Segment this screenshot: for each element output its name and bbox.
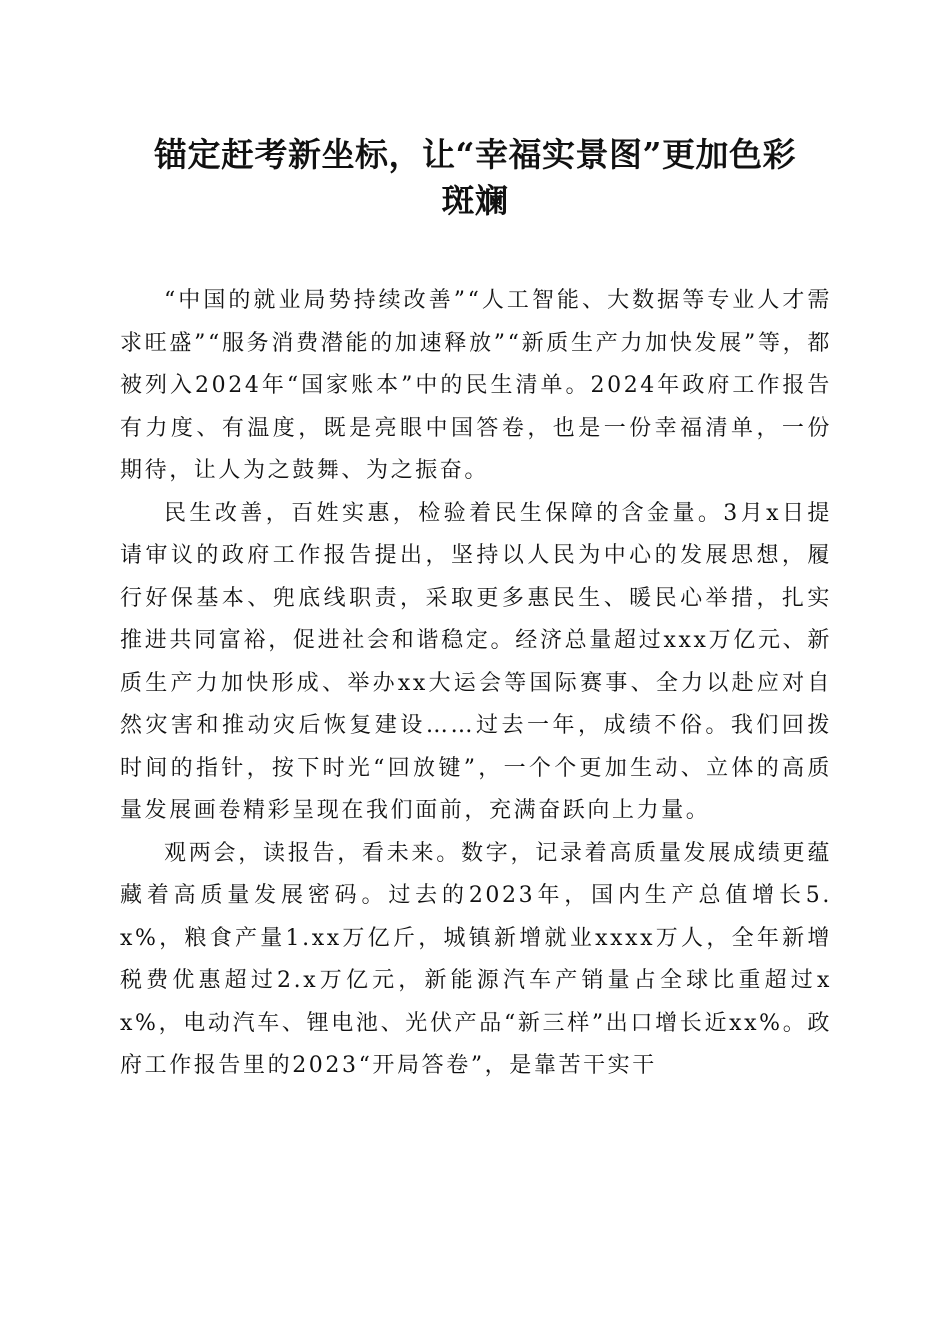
paragraph-2: 民生改善，百姓实惠，检验着民生保障的含金量。3月x日提请审议的政府工作报告提出，坚持以人民为中心的发展思想，履行好保基本、兜底线职责，采取更多惠民生、暖民心举措，扎实推进共同富裕，促进社会和谐稳定。经济总量超过xxx万亿元、新质生产力加快形成、举办xx大运会等国际赛事、全力以赴应对自然灾害和推动灾后恢复建设……过去一年，成绩不俗。我们回拨时间的指针，按下时光“回放键”，一个个更加生动、立体的高质量发展画卷精彩呈现在我们面前，充满奋跃向上力量。 (120, 500, 832, 823)
document-title (100, 132, 850, 224)
title-line-2: 斑斓 (441, 181, 509, 220)
paragraph-1: “中国的就业局势持续改善”“人工智能、大数据等专业人才需求旺盛”“服务消费潜能的加速释放”“新质生产力加快发展”等，都被列入2024年“国家账本”中的民生清单。2024年政府工作报告有力度、有温度，既是亮眼中国答卷，也是一份幸福清单，一份期待，让人为之鼓舞、为之振奋。 (120, 288, 832, 483)
title-line-1: 锚定赶考新坐标，让“幸福实景图”更加色彩 (154, 135, 796, 174)
paragraph-3: 观两会，读报告，看未来。数字，记录着高质量发展成绩更蕴藏着高质量发展密码。过去的2023年，国内生产总值增长5.x%，粮食产量1.xx万亿斤，城镇新增就业xxxx万人，全年新增税费优惠超过2.x万亿元，新能源汽车产销量占全球比重超过xx%，电动汽车、锂电池、光伏产品“新三样”出口增长近xx%。政府工作报告里的2023“开局答卷”，是靠苦干实干 (120, 840, 832, 1078)
document-body (120, 280, 832, 1088)
